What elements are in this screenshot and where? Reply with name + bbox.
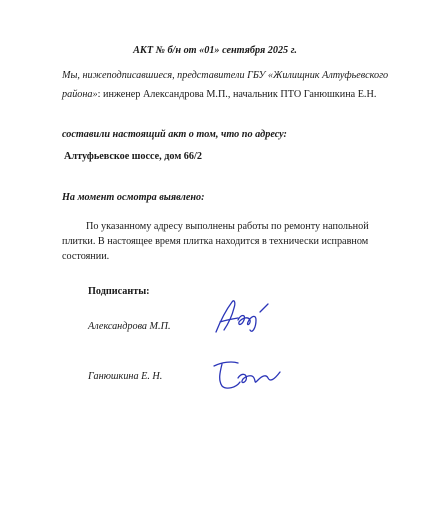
act-title: АКТ № б/н от «01» сентября 2025 г. [133,45,297,56]
intro-line-2-italic: района» [62,89,98,100]
signature-1-image [208,292,278,342]
signatory-name-1: Александрова М.П. [88,321,171,332]
signature-2-image [208,352,288,394]
inspection-text-line-2: плитки. В настоящее время плитка находится в технически исправном [62,236,369,247]
inspection-text [62,219,382,264]
inspection-text-line-1: По указанному адресу выполнены работы по ремонту напольной [86,221,369,232]
intro-line-1: Мы, нижеподписавшиеся, представители ГБУ «Жилищник Алтуфьевского [62,70,389,81]
intro-line-2 [62,88,376,101]
signatories-heading: Подписанты: [88,286,150,297]
inspection-text-line-3: состоянии. [62,251,110,262]
composed-statement: составили настоящий акт о том, что по адресу: [62,129,287,140]
intro-line-2-rest: : инженер Александрова М.П., начальник ПТО Ганюшкина Е.Н. [97,89,377,100]
address: Алтуфьевское шоссе, дом 66/2 [64,151,202,162]
signatory-name-2: Ганюшкина Е. Н. [88,371,163,382]
inspection-heading: На момент осмотра выявлено: [62,192,205,203]
